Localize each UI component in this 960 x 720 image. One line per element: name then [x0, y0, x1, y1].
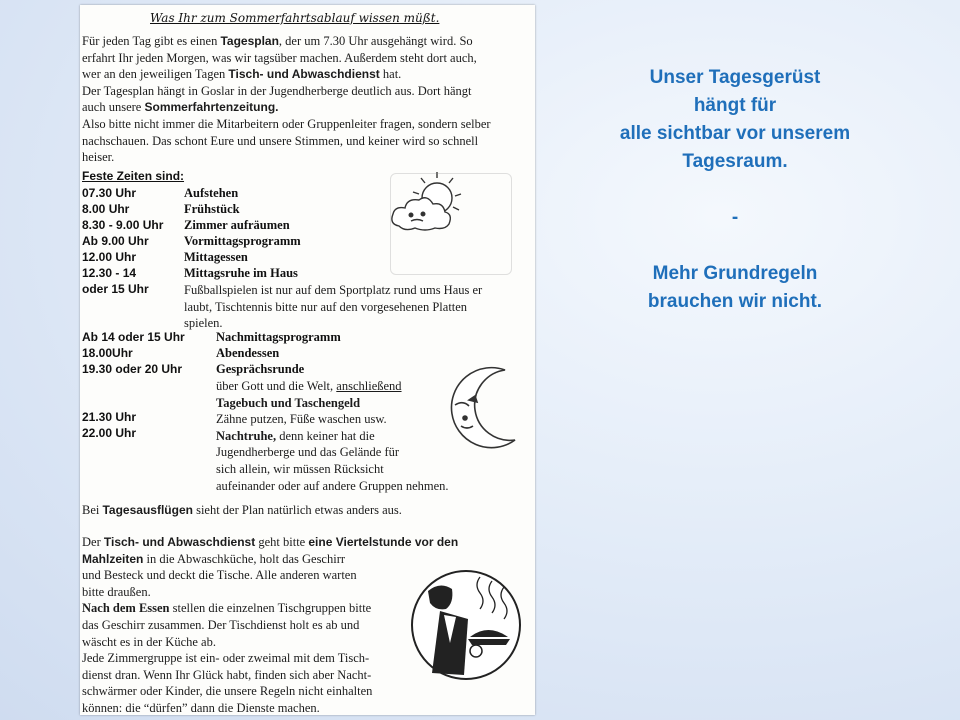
note-line: Jugendherberge und das Gelände für — [216, 445, 400, 460]
note-line: Mahlzeiten — [82, 551, 144, 566]
note-line: schwärmer oder Kinder, die unsere Regeln nicht einhalten — [82, 684, 373, 699]
caption-line: Mehr Grundregeln — [652, 263, 818, 284]
tagesplan-term: Tagesplan — [220, 34, 279, 48]
note-line: Tagebuch und Taschengeld — [216, 395, 361, 410]
zeitung-term: Sommerfahrtenzeitung. — [144, 100, 279, 115]
note-line: können: die “dürfen” dann die Dienste machen. — [82, 700, 320, 715]
intro-text: wer an den jeweiligen Tagen — [82, 67, 229, 82]
note-line: das Geschirr zusammen. Der Tischdienst holt es ab und — [82, 617, 360, 632]
schedule-time: oder 15 Uhr — [82, 282, 149, 296]
crescent-moon-icon — [435, 360, 530, 455]
note-line: aufeinander oder auf andere Gruppen nehmen. — [216, 478, 449, 493]
bleed-through-mark — [390, 173, 512, 275]
note-line: Bei — [82, 503, 103, 517]
intro-text: Der Tagesplan hängt in Goslar in der Jugendherberge deutlich aus. Dort hängt — [82, 83, 472, 98]
schedule-time: 12.30 - 14 — [82, 266, 137, 280]
caption-line: - — [731, 207, 739, 228]
caption-spacer — [570, 176, 900, 204]
schedule-activity: Frühstück — [184, 202, 240, 216]
schedule-activity: Mittagsruhe im Haus — [184, 266, 298, 280]
schedule-activity: Gesprächsrunde — [216, 362, 305, 376]
schedule-time: 07.30 Uhr — [82, 186, 137, 200]
note-line: eine Viertelstunde vor den — [308, 535, 459, 549]
note-line: sich allein, wir müssen Rücksicht — [216, 461, 384, 476]
caption-line: alle sichtbar vor unserem — [619, 123, 851, 144]
schedule-time: 19.30 oder 20 Uhr — [82, 362, 183, 376]
note-line: spielen. — [184, 316, 223, 331]
note-line: Nach dem Essen — [82, 601, 170, 616]
note-line: geht bitte — [255, 535, 309, 549]
tischdienst-paragraph — [82, 534, 458, 715]
caption-text — [570, 64, 900, 316]
schedule-activity: Nachmittagsprogramm — [216, 330, 341, 344]
caption-line: Unser Tagesgerüst — [649, 67, 821, 88]
note-line: wäscht es in der Küche ab. — [82, 634, 216, 649]
evening-note — [216, 378, 449, 494]
waiter-icon — [410, 563, 522, 687]
caption-line: Tagesraum. — [682, 151, 788, 172]
fixed-times-heading: Feste Zeiten sind: — [82, 169, 185, 183]
schedule-time: 18.00Uhr — [82, 346, 133, 360]
schedule-activity: Mittagessen — [184, 250, 248, 264]
document-title: Was Ihr zum Sommerfahrtsablauf wissen müßt. — [150, 11, 440, 25]
note-line: anschließend — [336, 379, 402, 393]
note-line: Fußballspielen ist nur auf dem Sportplatz rund ums Haus er — [184, 283, 483, 297]
note-line: laubt, Tischtennis bitte nur auf den vorgesehenen Platten — [184, 299, 468, 314]
schedule-activity: Zimmer aufräumen — [184, 218, 290, 232]
note-line: dienst dran. Wenn Ihr Glück habt, finden sich aber Nacht- — [82, 667, 372, 682]
tagesausflug-term: Tagesausflügen — [102, 503, 193, 517]
schedule-activity: Aufstehen — [184, 186, 239, 200]
intro-text: , der um 7.30 Uhr ausgehängt wird. So — [278, 34, 473, 48]
schedule-time: 8.30 - 9.00 Uhr — [82, 218, 164, 232]
schedule-time: 22.00 Uhr — [82, 426, 137, 440]
caption-line: hängt für — [693, 95, 777, 116]
scanned-document — [80, 5, 535, 715]
note-line: Tisch- und Abwaschdienst — [103, 535, 256, 549]
intro-text: nachschauen. Das schont Eure und unsere Stimmen, und keiner wird so schnell — [82, 133, 479, 148]
intro-text: auch unsere — [82, 100, 145, 115]
ausflug-paragraph — [82, 502, 402, 519]
mittagsruhe-note — [184, 282, 482, 332]
note-line: Nachtruhe, — [216, 428, 277, 443]
note-line: Der — [82, 535, 104, 549]
schedule-time: Ab 14 oder 15 Uhr — [82, 330, 185, 344]
schedule-time: Ab 9.00 Uhr — [82, 234, 149, 248]
schedule-activity: Abendessen — [216, 346, 280, 360]
schedule-time: 21.30 Uhr — [82, 410, 137, 424]
note-line: denn keiner hat die — [276, 428, 375, 443]
note-line: Jede Zimmergruppe ist ein- oder zweimal mit dem Tisch- — [82, 651, 370, 666]
caption-spacer — [570, 232, 900, 260]
note-line: stellen die einzelnen Tischgruppen bitte — [169, 601, 372, 616]
note-line: in die Abwaschküche, holt das Geschirr — [143, 551, 346, 566]
schedule-time: 8.00 Uhr — [82, 202, 130, 216]
intro-text: erfahrt Ihr jeden Morgen, was wir tagsüber machen. Außerdem steht dort auch, — [82, 50, 477, 65]
note-line: Zähne putzen, Füße waschen usw. — [216, 412, 387, 427]
note-line: und Besteck und deckt die Tische. Alle anderen warten — [82, 568, 357, 583]
note-line: bitte draußen. — [82, 584, 151, 599]
schedule-time: 12.00 Uhr — [82, 250, 137, 264]
intro-text: Für jeden Tag gibt es einen — [82, 34, 221, 48]
intro-text: heiser. — [82, 150, 115, 165]
intro-text: hat. — [379, 67, 402, 82]
schedule-activity: Vormittagsprogramm — [184, 234, 301, 248]
intro-paragraph — [82, 33, 491, 166]
note-line: über Gott und die Welt, — [216, 379, 337, 393]
note-line: sieht der Plan natürlich etwas anders aus. — [192, 503, 402, 517]
caption-line: brauchen wir nicht. — [647, 291, 823, 312]
tischdienst-term: Tisch- und Abwaschdienst — [228, 67, 380, 82]
intro-text: Also bitte nicht immer die Mitarbeitern oder Gruppenleiter fragen, sondern selber — [82, 116, 491, 131]
